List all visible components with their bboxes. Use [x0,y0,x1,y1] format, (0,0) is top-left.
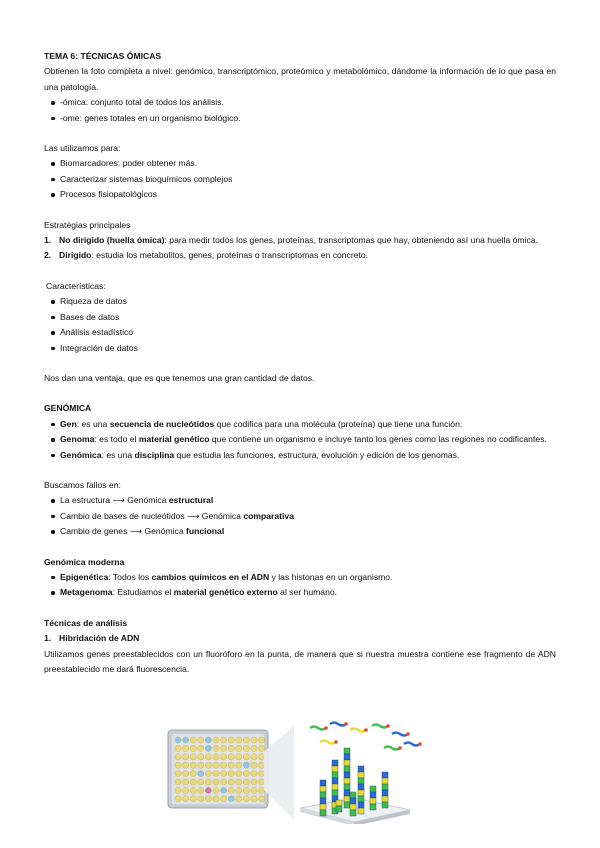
well [259,771,265,777]
list-item: Caracterizar sistemas bioquímicos complejos [44,172,556,187]
well [221,787,227,793]
strategy-term: Dirigido [59,250,92,261]
failures-list [44,493,556,539]
text: La estructura ⟶ Genómica [60,495,169,506]
chip-block [344,748,350,754]
chip-block [336,806,342,812]
well [243,779,249,785]
well [205,762,211,768]
well [183,737,189,743]
well [175,771,181,777]
uses-list [44,156,556,202]
chip-block [370,804,376,810]
well [205,745,211,751]
list-item [44,417,556,432]
well [198,779,204,785]
fluorophore [324,726,328,730]
genomics-heading: GENÓMICA [44,403,92,414]
well [198,762,204,768]
term: Gen [60,418,77,429]
well [259,745,265,751]
chip-block [332,790,338,796]
well [183,745,189,751]
chip-block [344,778,350,784]
text: que estudia las funciones, estructura, evolución y edición de los genomas. [174,449,460,460]
term: Genómica [60,449,102,460]
text: : es todo el [94,434,139,445]
well [198,745,204,751]
chip-block [332,772,338,778]
text: : Estudiamos el [112,587,174,598]
list-number: 1. [44,633,52,644]
chip-block [358,790,364,796]
chip-block [332,778,338,784]
well [183,762,189,768]
chip-block [336,800,342,806]
well [259,779,265,785]
well [228,745,234,751]
well [243,745,249,751]
technique-label: Hibridación de ADN [59,633,140,644]
chip-block [382,784,388,790]
list-item: Riqueza de datos [44,294,556,309]
well [175,737,181,743]
features-list [44,294,556,356]
well [205,754,211,760]
strategy-text: : para medir todos los genes, proteínas, transcriptomas que hay, obteniendo así una huella ómica. [164,235,538,246]
intro-list [44,95,556,126]
list-item: Biomarcadores: poder obtener más. [44,156,556,171]
failures-heading: Buscamos fallos en: [44,479,121,490]
well [221,779,227,785]
fluorophore [334,740,338,744]
well [243,737,249,743]
list-item: Bases de datos [44,310,556,325]
well [251,754,257,760]
list-item [44,524,556,539]
genomics-list [44,417,556,463]
list-item: Integración de datos [44,341,556,356]
chip-block [358,766,364,772]
well [236,737,242,743]
chip-block [350,792,356,798]
well [205,796,211,802]
well [259,796,265,802]
well [243,771,249,777]
well [259,737,265,743]
well [251,779,257,785]
term: material genético externo [173,587,278,598]
well [243,762,249,768]
chip-block [344,790,350,796]
chip-block [350,810,356,816]
well [198,787,204,793]
well [205,771,211,777]
well [198,737,204,743]
well [190,796,196,802]
chip-block [344,796,350,802]
well [175,754,181,760]
well [213,737,219,743]
strategies-heading: Estratégias principales [44,219,131,230]
chip-block [332,784,338,790]
well [183,796,189,802]
microplate-image [168,730,268,808]
text: Cambio de bases de nucleótidos ⟶ Genómica [60,510,244,521]
well [259,762,265,768]
uses-heading: Las utilizamos para: [44,143,121,154]
technique-paragraph: Utilizamos genes preestablecidos con un fluoróforo en la punta, de manera que si nuestra muestra contiene ese fragmento de ADN preestablecido me dará fluorescencia. [44,648,556,674]
chip-block [320,786,326,792]
techniques-list [44,631,556,646]
list-item [44,432,556,447]
well [236,771,242,777]
dna-probe [404,743,420,746]
chip-block [370,792,376,798]
well [213,745,219,751]
well [205,737,211,743]
list-item [44,509,556,524]
well [190,754,196,760]
chip-block [320,792,326,798]
techniques-heading: Técnicas de análisis [44,617,128,628]
chip-block [358,796,364,802]
term: Genoma [60,434,95,445]
dna-probe [310,727,326,730]
modern-list [44,570,556,601]
list-item: Procesos fisiopatológicos [44,187,556,202]
well [221,754,227,760]
strategy-item [44,248,556,263]
chip-block [350,798,356,804]
well [175,796,181,802]
page-title: TEMA 6: TÉCNICAS ÓMICAS [44,51,162,61]
fluorophore [386,724,390,728]
well [198,771,204,777]
list-item: -ome: genes totales en un organismo biológico. [44,111,556,126]
chip-block [358,778,364,784]
list-item [44,493,556,508]
term: cambios químicos en el ADN [151,571,270,582]
well [251,771,257,777]
term: Epigenética [60,571,109,582]
modern-heading: Genómica moderna [44,556,125,567]
text: que codifica para una molécula (proteína) que tiene una función. [214,418,463,429]
chip-block [350,804,356,810]
list-item [44,448,556,463]
well [243,787,249,793]
chip-block [320,810,326,816]
well [228,771,234,777]
well [236,762,242,768]
well [221,771,227,777]
well [243,754,249,760]
chip-block [382,772,388,778]
dna-chip-image [300,722,422,824]
document-content [44,49,556,677]
dna-probe [372,725,388,728]
fluorophore [364,728,368,732]
term: comparativa [243,510,294,521]
dna-hybridization-figure [160,720,440,824]
text: Cambio de genes ⟶ Genómica [60,526,187,537]
well [251,745,257,751]
list-number: 2. [44,250,52,261]
fluorophore [344,722,348,726]
chip-block [320,798,326,804]
well [228,796,234,802]
advantage-text: Nos dan una ventaja, que es que tenemos una gran cantidad de datos. [44,372,315,383]
text: al ser humano. [277,587,338,598]
fluorophore [406,732,410,736]
dna-probe [320,741,336,744]
strategy-item [44,233,556,248]
well [251,796,257,802]
list-item: -ómica: conjunto total de todos los análisis. [44,95,556,110]
list-item: Análisis estadístico [44,325,556,340]
well [213,796,219,802]
text: que contiene un organismo e incluye tanto los genes como las regiones no codificantes. [209,434,547,445]
well [213,754,219,760]
well [228,779,234,785]
chip-block [332,766,338,772]
list-item [44,585,556,600]
well [190,779,196,785]
well [236,745,242,751]
well [236,787,242,793]
well [251,787,257,793]
chip-block [370,798,376,804]
strategies-list [44,233,556,264]
well [183,779,189,785]
term: secuencia de nucleótidos [109,418,215,429]
well [198,796,204,802]
term: funcional [186,526,225,537]
well [205,779,211,785]
list-item [44,570,556,585]
dna-probe [392,733,408,736]
well [228,762,234,768]
well [251,762,257,768]
features-heading: Características: [46,280,106,291]
chip-block [358,802,364,808]
term: Metagenoma [60,587,113,598]
well [236,796,242,802]
well [183,754,189,760]
well [213,771,219,777]
well [228,787,234,793]
well [221,796,227,802]
chip-block [344,784,350,790]
well [205,787,211,793]
chip-block [358,772,364,778]
chip-block [320,804,326,810]
well [183,787,189,793]
chip-block [320,780,326,786]
well [259,754,265,760]
well [190,745,196,751]
fluorophore [398,746,402,750]
technique-item [44,631,556,646]
strategy-text: : estudia los metabolitos, genes, proteínas o transcriptomas en concreto. [91,250,369,261]
well [221,745,227,751]
chip-block [382,790,388,796]
term: disciplina [134,449,175,460]
list-number: 1. [44,235,52,246]
strategy-term: No dirigido (huella ómica) [59,235,165,246]
chip-block [382,778,388,784]
text: : es una [76,418,110,429]
text: : Todos los [108,571,152,582]
chip-block [382,796,388,802]
well [213,787,219,793]
text: : es una [101,449,135,460]
dna-probe [350,729,366,732]
well [190,737,196,743]
well [183,771,189,777]
well [213,762,219,768]
well [175,779,181,785]
well [228,754,234,760]
well [221,737,227,743]
intro-paragraph: Obtienen la foto completa a nivel: genómico, transcriptómico, proteómico y metabolómico, dándome la información de lo que pasa en una patología. [44,66,556,92]
well [236,779,242,785]
well [190,771,196,777]
well [175,762,181,768]
dna-probe [384,747,400,750]
chip-block [358,808,364,814]
chip-block [382,802,388,808]
chip-block [332,760,338,766]
term: material genético [138,434,210,445]
text: y las histonas en un organismo. [269,571,393,582]
fluorophore [418,742,422,746]
chip-block [344,772,350,778]
dna-probe [330,723,346,726]
well [175,745,181,751]
chip-block [344,760,350,766]
well [259,787,265,793]
well [228,737,234,743]
chip-block [344,766,350,772]
well [213,779,219,785]
chip-block [344,802,350,808]
term: estructural [168,495,214,506]
well [243,796,249,802]
well [221,762,227,768]
well [190,762,196,768]
well [198,754,204,760]
well [236,754,242,760]
chip-block [370,786,376,792]
well [175,787,181,793]
chip-block [358,784,364,790]
well [190,787,196,793]
chip-block [344,754,350,760]
well [251,737,257,743]
